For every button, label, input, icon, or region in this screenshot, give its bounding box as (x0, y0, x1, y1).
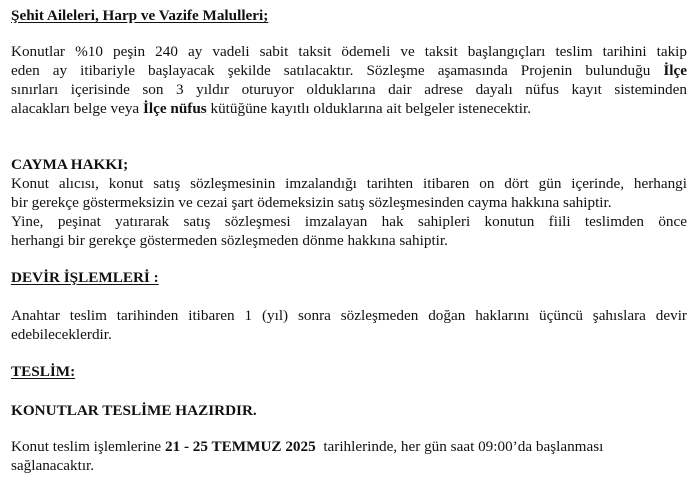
teslim-line-1-part-c: tarihlerinde, her gün saat 09:00’da başlanması (315, 438, 604, 455)
sehit-line-1-text: Konutlar %10 peşin 240 ay vadeli sabit taksit ödemeli ve taksit başlangıçları teslim tarihini takip (11, 43, 687, 60)
teslim-paragraph-line-2 (11, 456, 94, 475)
cayma-line-1-text: Konut alıcısı, konut satış sözleşmesinin imzalandığı tarihten itibaren on dört gün içerinde, herhangi (11, 175, 687, 192)
devir-paragraph-line-1 (11, 306, 687, 325)
sehit-paragraph-line-2 (11, 61, 687, 80)
sehit-line-2-text (11, 61, 687, 80)
teslim-date-range: 21 - 25 TEMMUZ 2025 (164, 438, 316, 455)
devir-paragraph-line-2 (11, 325, 112, 344)
sehit-paragraph-line-1 (11, 42, 687, 61)
section-title-devir-islemleri: DEVİR İŞLEMLERİ : (11, 269, 159, 286)
teslim-line-1-part-a: Konut teslim işlemlerine (11, 438, 165, 455)
sehit-paragraph-line-3 (11, 80, 687, 99)
sehit-line-3-text: sınırları içerisinde son 3 yıldır oturuyor olduklarına dair adrese dayalı nüfus kayıt sisteminden (11, 81, 687, 98)
section-title-sehit-aileleri: Şehit Aileleri, Harp ve Vazife Malulleri; (11, 7, 269, 24)
teslim-line-2-text: sağlanacaktır. (11, 457, 95, 474)
sehit-line-2-part-a: eden ay itibariyle başlayacak şekilde satılacaktır. Sözleşme aşamasında Projenin bulunduğu (11, 62, 664, 79)
sehit-line-4-part-c: kütüğüne kayıtlı olduklarına ait belgeler istenecektir. (206, 100, 532, 117)
section-title-teslim: TESLİM: (11, 363, 76, 380)
cayma-line-4-text: herhangi bir gerekçe göstermeden sözleşmeden dönme hakkına sahiptir. (11, 232, 448, 249)
teslim-subtitle: KONUTLAR TESLİME HAZIRDIR. (11, 402, 257, 419)
cayma-paragraph-line-2 (11, 193, 612, 212)
sehit-line-4-part-a: alacakları belge veya (11, 100, 143, 117)
devir-line-2-text: edebileceklerdir. (11, 326, 112, 343)
teslim-paragraph-line-1 (11, 437, 603, 456)
sehit-line-4-bold-ilce-nufus: İlçe nüfus (142, 100, 207, 117)
section-title-cayma-hakki: CAYMA HAKKI; (11, 156, 129, 173)
cayma-paragraph-line-3 (11, 212, 687, 231)
sehit-line-2-bold-ilce: İlçe (663, 62, 687, 79)
devir-line-1-text: Anahtar teslim tarihinden itibaren 1 (yıl) sonra sözleşmeden doğan haklarını üçüncü şahıslara devir (11, 307, 687, 324)
cayma-paragraph-line-4 (11, 231, 448, 250)
cayma-line-3-text: Yine, peşinat yatırarak satış sözleşmesi imzalayan hak sahipleri konutun fiili teslimden önce (11, 213, 687, 230)
cayma-paragraph-line-1 (11, 174, 687, 193)
sehit-paragraph-line-4 (11, 99, 531, 118)
cayma-line-2-text: bir gerekçe göstermeksizin ve cezai şart ödemeksizin satış sözleşmesinden cayma hakkına sahiptir. (11, 194, 612, 211)
